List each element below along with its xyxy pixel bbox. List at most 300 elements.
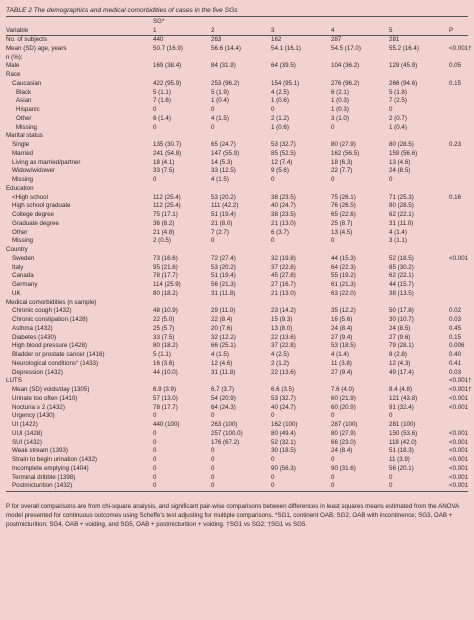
table-row [6,176,468,185]
cell-sg2: 0 [211,482,271,491]
cell-p [449,220,468,229]
cell-sg5: 85 (30.2) [389,263,414,271]
cell-p: <0.001 [449,429,469,437]
cell-sg1: 5 (1.1) [153,88,171,96]
row-label: High school graduate [12,202,71,210]
cell-sg5 [389,185,449,194]
variable-header: Variable [6,26,153,36]
row-label: Asian [16,97,32,105]
row-label: Asthma (1432) [12,324,53,332]
table-row [6,237,468,246]
cell-sg2: 31 (11.8) [211,289,236,297]
cell-p: <0.001† [449,44,472,52]
row-label: Living as married/partner [12,158,81,166]
cell-sg1: 33 (7.5) [153,167,175,175]
cell-sg1: 75 (17.1) [153,211,178,218]
cell-sg5: 0 [389,176,393,183]
cell-p: <0.001 [449,473,469,481]
cell-sg4: 0 [331,237,335,245]
cell-sg4: 27 (9.4) [331,368,353,376]
table-row [6,71,468,80]
cell-sg5 [389,246,449,255]
cell-sg2: 64 (24.3) [211,403,236,411]
cell-sg1: 22 (5.0) [153,316,175,323]
cell-sg2: 22 (8.4) [211,316,233,323]
cell-sg2: 263 [211,36,222,43]
cell-sg3: 0 [271,482,331,491]
cell-sg1 [153,185,211,194]
cell-p: 0.03 [449,316,462,323]
row-label: Caucasian [12,79,42,87]
cell-sg5: 91 (32.4) [389,403,414,411]
cell-sg2: 263 (100) [211,421,238,428]
cell-p [449,237,468,246]
cell-sg1: 50.7 (16.9) [153,44,183,52]
row-label: Country [6,246,28,253]
cell-sg1: 5 (1.1) [153,351,171,358]
table-row [6,456,468,465]
row-label: Canada [12,272,34,280]
cell-sg1: 0 [153,106,157,113]
cell-sg3: 1 (0.6) [271,97,289,105]
row-label: Male [6,62,20,70]
cell-sg2 [211,54,271,63]
cell-sg2: 4 (1.5) [211,176,229,183]
cell-p [449,124,468,133]
cell-sg5: 50 (17.8) [389,307,414,315]
row-label: Missing [12,176,33,183]
cell-sg2: 53 (20.2) [211,263,236,271]
row-label: Black [16,88,32,96]
cell-sg3 [271,246,331,255]
cell-p [449,97,468,106]
row-label: Germany [12,281,38,288]
cell-sg5: 281 [389,36,400,43]
cell-sg4 [331,377,389,386]
cell-sg3: 9 (5.6) [271,167,289,175]
cell-sg5: 7 (2.5) [389,97,407,105]
cell-sg2: 32 (12.2) [211,333,236,341]
cell-sg3: 22 (13.6) [271,333,296,341]
cell-sg5: 118 (42.0) [389,438,417,446]
table-row [6,430,468,439]
cell-sg3: 22 (13.6) [271,368,296,376]
row-label: Mean (SD) age, years [6,44,67,52]
row-label: Single [12,141,30,148]
cell-p: 0.006 [449,342,465,350]
header-row-sg [6,17,468,26]
cell-sg1: 0 [153,412,157,420]
row-label: Terminal dribble (1398) [12,473,76,481]
cell-sg1: 80 (18.2) [153,289,178,297]
group-header: 5 [389,26,449,36]
row-label: Chronic constipation (1428) [12,316,88,323]
cell-sg2: 20 (7.6) [211,324,233,332]
cell-sg4: 7.6 (4.0) [331,386,355,393]
cell-p [449,132,468,141]
cell-sg1 [153,377,211,386]
row-label: Mean (SD) voids/day (1305) [12,386,90,393]
cell-sg3: 85 (52.5) [271,149,296,157]
cell-p: 0.41 [449,359,462,367]
cell-sg5: 121 (43.8) [389,394,418,402]
cell-p: 0.15 [449,79,462,87]
row-label: UUI (1428) [12,429,43,437]
row-label: Diabetes (1430) [12,333,57,341]
cell-sg3: 54.1 (16.1) [271,44,301,52]
cell-sg3: 53 (32.7) [271,141,296,148]
cell-sg2: 257 (100.0) [211,429,243,437]
cell-sg2 [211,71,271,80]
cell-p: <0.001 [449,464,469,472]
cell-sg2: 7 (2.7) [211,228,229,236]
cell-p [449,159,468,168]
cell-sg5: 11 (3.9) [389,456,410,463]
cell-sg4: 1 (0.3) [331,106,349,113]
table-row [6,115,468,124]
cell-sg1: 0 [153,482,211,491]
cell-sg4 [331,185,389,194]
row-label: Marital status [6,132,43,140]
cell-sg3: 4 (2.5) [271,88,289,96]
table-footnote: P for overall comparisons are from chi-square analysis, and significant pair-wise comparisons between differences in least squares means estimated from the ANOVA model presented for continuous outcomes using Scheffe's test adjusting for multiple comparisons. *SG1, continent OAB; SG2, OAB with incontinence; SG3, OAB + postmicturition; SG4, OAB + voiding, and SG5, OAB + postmicturition + voiding. †SG1 vs SG2; †SG1 vs SG5. [6,503,459,528]
cell-sg2: 66 (25.1) [211,342,236,350]
cell-sg2: 51 (19.4) [211,211,236,218]
cell-sg3: 154 (95.1) [271,79,300,87]
cell-sg1: 78 (17.7) [153,272,178,280]
cell-sg5: 281 (100) [389,421,416,428]
table-row [6,89,468,98]
cell-sg4: 60 (20.9) [331,403,356,411]
cell-sg2 [211,299,271,308]
cell-sg2: 4 (1.5) [211,114,229,122]
cell-sg4: 35 (12.2) [331,307,356,315]
cell-sg1: 2 (0.5) [153,237,171,245]
table-row [6,307,468,316]
cell-sg5: 1 (0.4) [389,123,407,131]
cell-sg5: 80 (28.5) [389,141,414,148]
row-label: Incomplete emptying (1404) [12,464,89,472]
cell-sg4: 63 (22.0) [331,289,356,297]
row-label: Depression (1432) [12,368,63,376]
cell-sg4: 76 (26.5) [331,202,356,210]
cell-p [449,229,468,238]
row-label: Other [12,228,28,236]
cell-sg1: 0 [153,429,157,437]
cell-sg2: 0 [211,447,215,455]
cell-sg4: 3 (1.0) [331,114,349,122]
cell-sg4: 90 (31.6) [331,464,356,472]
cell-p: 0.45 [449,324,462,332]
cell-sg3: 40 (24.7) [271,202,296,210]
cell-sg5: 8.4 (4.8) [389,386,413,393]
cell-sg4: 25 (8.7) [331,219,353,227]
row-label: Hispanic [16,106,40,113]
cell-sg4: 22 (7.7) [331,167,353,175]
cell-sg1: 57 (13.0) [153,394,178,402]
cell-p [449,202,468,211]
cell-sg1: 440 (100) [153,421,180,428]
cell-sg1: 0 [153,464,157,472]
cell-sg2: 72 (27.4) [211,254,236,262]
cell-sg3: 2 (1.2) [271,114,289,122]
cell-sg5: 13 (4.6) [389,158,411,166]
cell-sg2: 31 (11.8) [211,368,236,376]
row-label: College degree [12,211,54,218]
cell-sg2: 33 (12.5) [211,167,236,175]
cell-sg4: 287 [331,36,342,43]
cell-sg5 [389,132,449,141]
cell-sg1: 0 [153,438,157,446]
row-label: Missing [16,123,37,131]
cell-sg4: 80 (27.9) [331,429,356,437]
cell-sg1: 0 [153,473,157,481]
cell-sg3: 1 (0.6) [271,123,289,131]
table-row [6,202,468,211]
cell-sg3: 162 (100) [271,421,298,428]
cell-sg3: 32 (19.8) [271,254,296,262]
cell-p: <0.001 [449,254,469,262]
cell-sg1: 6 (1.4) [153,114,171,122]
table-row [6,395,468,404]
cell-sg2: 12 (4.6) [211,359,233,367]
table-row [6,290,468,299]
row-label: Strain to begin urination (1432) [12,456,97,463]
cell-p: 0.02 [449,307,462,315]
cell-sg5: 129 (45.9) [389,62,418,70]
table-row [6,167,468,176]
cell-sg3: 0 [271,456,275,463]
cell-p: 0.05 [449,62,462,70]
cell-sg5 [389,71,449,80]
row-label: Married [12,149,33,157]
table-row [6,255,468,264]
cell-sg1 [153,54,211,63]
cell-p: <0.001† [449,386,472,393]
cell-sg4: 0 [331,473,335,481]
cell-p [449,71,468,80]
cell-sg3: 6 (3.7) [271,228,289,236]
cell-sg1: 95 (21.6) [153,263,178,271]
sg-header: SG* [153,18,165,25]
cell-sg5: 31 (11.0) [389,219,414,227]
table-caption: TABLE 2 The demographics and medical comorbidities of cases in the five SGs [6,7,238,14]
cell-sg2: 6.7 (3.7) [211,386,235,393]
cell-sg5: 8 (2.8) [389,351,407,358]
cell-sg1: 18 (4.1) [153,158,175,166]
row-label: Urinate too often (1410) [12,394,78,402]
table-row [6,377,468,386]
table-row [6,36,468,45]
cell-sg1: 135 (30.7) [153,141,182,148]
cell-sg4: 27 (9.4) [331,333,353,341]
row-label: Graduate degree [12,219,59,227]
cell-p [449,412,468,421]
cell-sg3: 2 (1.2) [271,359,289,367]
cell-sg5: 159 (56.6) [389,149,418,157]
cell-p: 0.23 [449,141,462,148]
cell-sg4: 54.5 (17.0) [331,44,361,52]
table-row [6,246,468,255]
cell-p: <0.001 [449,482,468,491]
table-row [6,342,468,351]
table-row [6,482,468,491]
cell-sg1 [153,71,211,80]
cell-sg1: 422 (95.9) [153,79,182,87]
cell-sg5 [389,54,449,63]
cell-sg5: 80 (28.5) [389,202,414,210]
cell-sg4 [331,132,389,141]
cell-sg4: 1 (0.3) [331,97,349,105]
cell-p [449,106,468,115]
cell-p [449,115,468,124]
cell-sg4: 61 (21.3) [331,281,356,288]
cell-sg2: 147 (55.9) [211,149,240,157]
cell-sg4: 64 (22.3) [331,263,356,271]
table-row [6,211,468,220]
cell-sg5: 4 (1.4) [389,228,407,236]
cell-sg5: 266 (94.6) [389,79,418,87]
cell-sg1: 6.9 (3.9) [153,386,177,393]
cell-sg5: 0 [389,473,393,481]
cell-sg5: 49 (17.4) [389,368,414,376]
cell-sg5: 0 [389,106,393,113]
cell-p [449,176,468,185]
header-row-groups [6,26,468,36]
cell-sg4: 11 (3.8) [331,359,352,367]
cell-sg4: 60 (21.9) [331,394,356,402]
cell-sg5: 38 (13.5) [389,289,414,297]
cell-sg5: 0 [389,482,449,491]
row-label: Bladder or prostate cancer (1416) [12,351,105,358]
cell-sg3: 90 (56.3) [271,464,296,472]
demographics-table [6,17,472,492]
table-row [6,404,468,413]
cell-sg2: 4 (1.5) [211,351,229,358]
cell-sg1: 112 (25.4) [153,193,181,201]
cell-sg5: 27 (9.6) [389,333,411,341]
cell-p: 0.40 [449,351,462,358]
cell-p [449,89,468,98]
row-label: Chronic cough (1432) [12,307,72,315]
cell-p: <0.001 [449,456,469,463]
cell-sg1: 0 [153,123,157,131]
p-header: P [449,26,468,36]
table-row [6,447,468,456]
cell-sg4: 80 (27.9) [331,141,356,148]
cell-sg1: 44 (10.0) [153,368,178,376]
row-label: Italy [12,263,24,271]
cell-sg3: 30 (18.5) [271,447,296,455]
cell-sg2: 176 (67.2) [211,438,240,446]
row-label: <High school [12,193,48,201]
cell-sg5 [389,377,449,386]
row-label: Education [6,184,34,192]
table-row [6,159,468,168]
cell-p [449,246,468,255]
cell-sg3: 0 [271,106,275,113]
cell-sg2 [211,246,271,255]
cell-sg3: 53 (32.7) [271,394,296,402]
table-row [6,97,468,106]
row-label: Neurological conditions° (1433) [12,359,99,367]
cell-sg4: 0 [331,482,389,491]
row-label: SUI (1432) [12,438,42,446]
cell-sg4 [331,71,389,80]
cell-sg3: 64 (39.5) [271,62,296,70]
cell-sg2 [211,377,271,386]
cell-sg1 [153,299,211,308]
cell-sg3 [271,185,331,194]
cell-sg2 [211,132,271,141]
cell-p: <0.001 [449,394,469,402]
cell-sg2: 54 (20.9) [211,394,236,402]
table-row [6,421,468,430]
cell-sg1: 169 (38.4) [153,62,182,70]
cell-p [449,421,468,430]
cell-sg4: 16 (5.6) [331,316,353,323]
cell-sg4: 24 (8.4) [331,447,353,455]
cell-sg2: 1 (0.4) [211,97,229,105]
row-label: LUTS [6,377,22,385]
cell-sg3: 52 (32.1) [271,438,296,446]
cell-sg1: 7 (1.6) [153,97,171,105]
table-row [6,45,468,54]
cell-sg3: 0 [271,473,275,481]
cell-sg5: 150 (53.6) [389,429,418,437]
cell-sg4: 44 (15.3) [331,254,356,262]
table-row [6,439,468,448]
cell-p [449,150,468,159]
cell-p [449,36,468,45]
table-row [6,229,468,238]
cell-sg2: 84 (31.9) [211,62,236,70]
cell-sg5 [389,299,449,308]
cell-sg3: 162 [271,36,282,43]
cell-sg2: 0 [211,123,215,131]
cell-sg2 [211,185,271,194]
table-row [6,281,468,290]
cell-sg4: 24 (8.4) [331,324,353,332]
cell-sg4 [331,299,389,308]
table-row [6,412,468,421]
cell-sg3: 0 [271,412,275,420]
cell-sg1: 80 (18.2) [153,342,178,350]
cell-p [449,272,468,281]
table-row [6,150,468,159]
cell-sg3 [271,377,331,386]
table-row [6,264,468,273]
cell-sg3: 40 (24.7) [271,403,296,411]
table-row [6,325,468,334]
row-label: Widow/widower [12,167,55,175]
cell-sg4: 276 (96.2) [331,79,360,87]
table-row [6,474,468,483]
cell-sg3: 21 (13.0) [271,219,296,227]
cell-sg5: 79 (28.1) [389,342,414,350]
cell-sg2: 14 (5.3) [211,158,233,166]
cell-sg3: 37 (22.8) [271,342,296,350]
cell-sg3 [271,54,331,63]
cell-p [449,264,468,273]
cell-sg3 [271,132,331,141]
cell-sg4: 13 (4.5) [331,228,353,236]
cell-sg2: 29 (11.0) [211,307,236,315]
cell-sg4: 66 (23.0) [331,438,356,446]
cell-sg3: 45 (27.8) [271,272,296,280]
cell-p [449,299,468,308]
cell-sg1: 0 [153,176,157,183]
